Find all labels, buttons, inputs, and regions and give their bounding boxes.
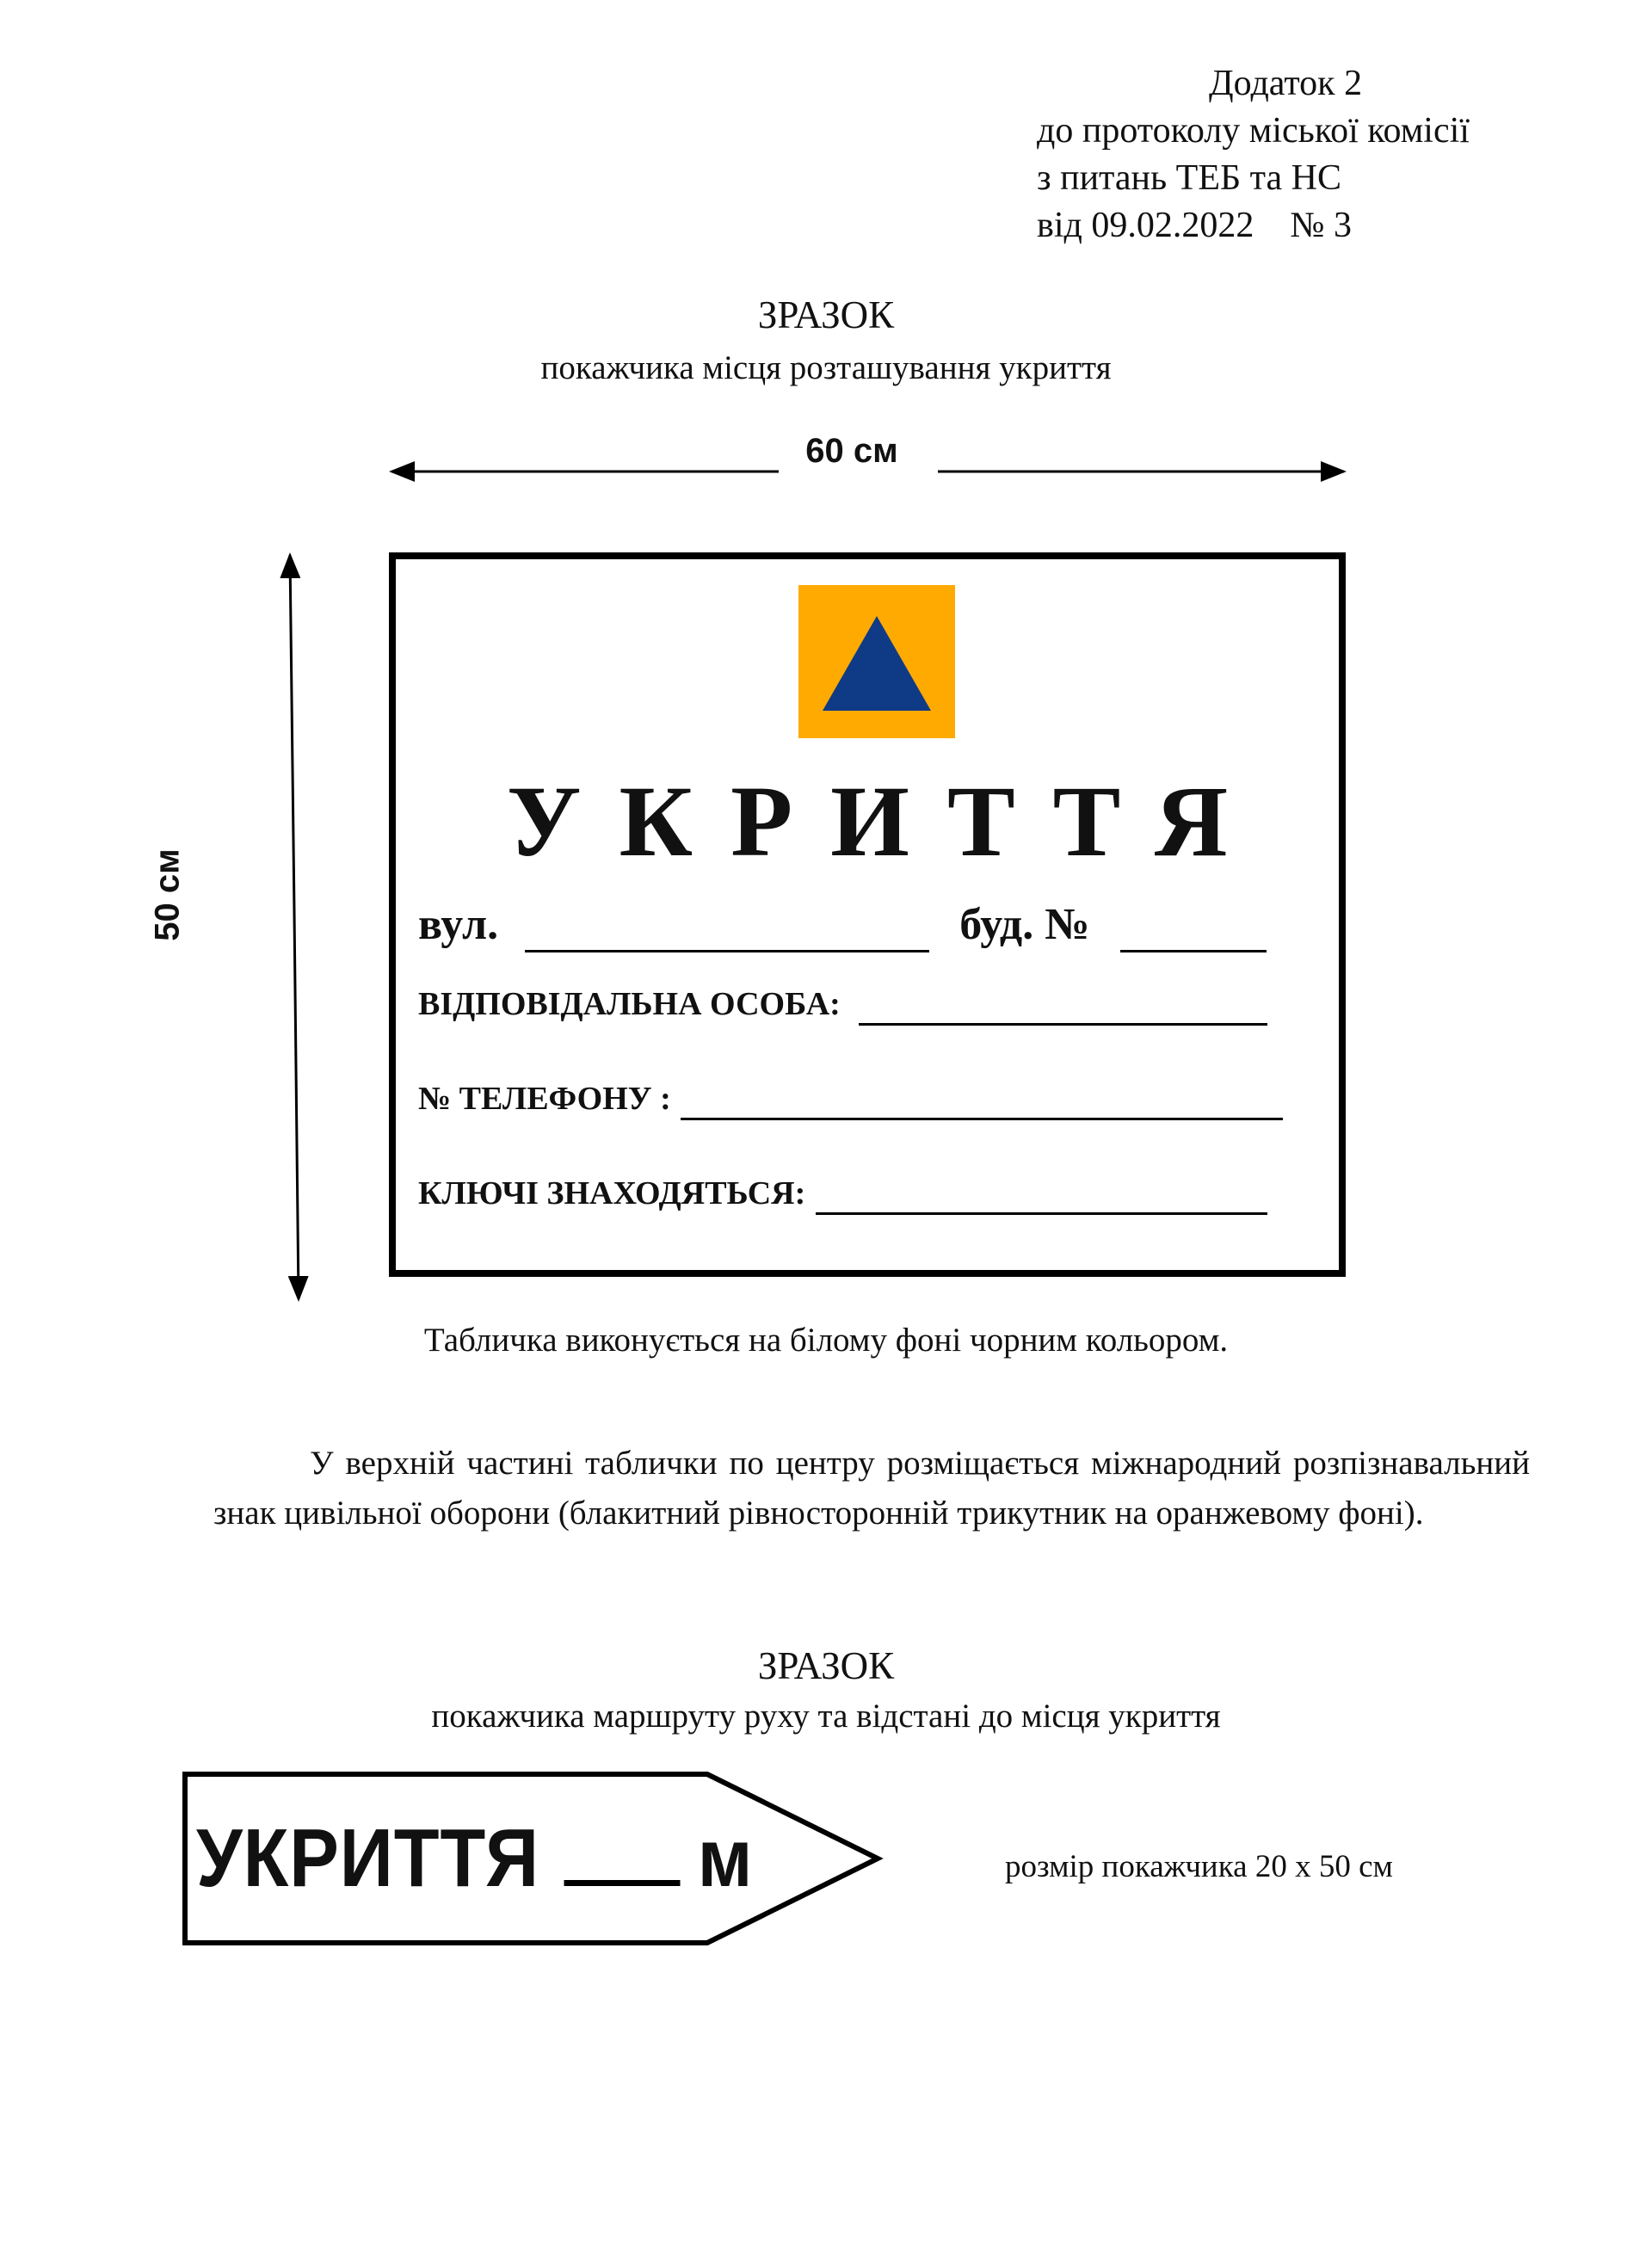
street-label: вул. [418, 900, 499, 949]
pointer-word: УКРИТТЯ [196, 1812, 540, 1904]
height-label: 50 см [148, 848, 187, 941]
sample1-title: ЗРАЗОК [757, 293, 895, 336]
building-label: буд. № [959, 900, 1090, 949]
route-pointer [196, 1811, 753, 1906]
height-arrow-down [294, 912, 299, 1299]
sample1-subtitle: покажчика місця розташування укриття [540, 349, 1112, 386]
sample2-title: ЗРАЗОК [757, 1644, 895, 1687]
street-field [418, 899, 1267, 952]
responsible-person-field [418, 985, 1267, 1026]
appendix-number: Додаток 2 [1209, 64, 1363, 103]
civil-defence-triangle-icon [798, 585, 955, 738]
appendix-protocol: до протоколу міської комісії [1037, 111, 1470, 151]
person-label: ВІДПОВІДАЛЬНА ОСОБА: [418, 986, 841, 1022]
appendix-date: від 09.02.2022 № 3 [1037, 206, 1352, 245]
keys-blank [816, 1174, 1267, 1215]
height-arrow-up [290, 555, 294, 912]
phone-blank [681, 1080, 1283, 1120]
street-blank [525, 899, 929, 952]
width-label: 60 см [805, 432, 898, 470]
keys-field [418, 1174, 1267, 1215]
pointer-size-note: розмір покажчика 20 х 50 см [1005, 1849, 1393, 1884]
keys-label: КЛЮЧІ ЗНАХОДЯТЬСЯ: [418, 1175, 806, 1211]
sign-title: УКРИТТЯ [506, 765, 1267, 878]
emblem-description: У верхній частині таблички по центру розміщається міжнародний розпізнавальний знак цивільної оборони (блакитний рівносторонній трикутник на оранжевому фоні). [213, 1445, 1530, 1532]
phone-label: № ТЕЛЕФОНУ : [418, 1081, 671, 1117]
distance-blank [564, 1820, 681, 1886]
person-blank [859, 985, 1267, 1026]
appendix-commission: з питань ТЕБ та НС [1037, 158, 1341, 198]
sample2-subtitle: покажчика маршруту руху та відстані до місця укриття [431, 1698, 1221, 1735]
building-blank [1120, 899, 1267, 952]
pointer-unit: м [697, 1812, 754, 1904]
phone-field [418, 1080, 1283, 1120]
shelter-sign [389, 552, 1346, 1277]
sign-color-note: Табличка виконується на білому фоні чорним кольором. [423, 1322, 1229, 1359]
